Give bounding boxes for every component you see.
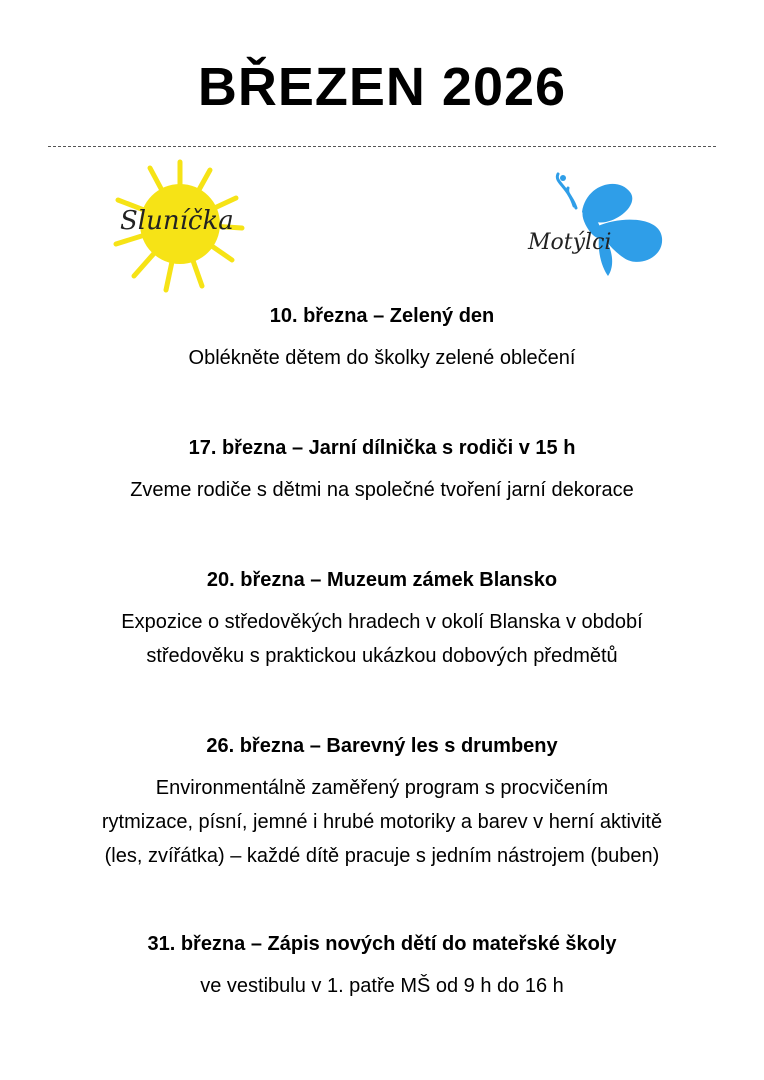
event-description	[0, 341, 764, 375]
event-description-line: (les, zvířátka) – každé dítě pracuje s jedním nástrojem (buben)	[104, 845, 660, 867]
event-description	[0, 473, 764, 507]
event-item	[0, 727, 764, 873]
event-item	[0, 429, 764, 507]
event-item	[0, 297, 764, 375]
event-item	[0, 925, 764, 1003]
motylci-logo	[520, 172, 670, 282]
event-description-line: Environmentálně zaměřený program s procvičením	[155, 777, 609, 799]
butterfly-icon	[520, 172, 670, 282]
event-item	[0, 561, 764, 673]
event-title: 31. března – Zápis nových dětí do mateřské školy	[147, 933, 617, 955]
event-description	[0, 969, 764, 1003]
event-description	[0, 771, 764, 873]
motylci-logo-text: Motýlci	[528, 230, 612, 255]
event-description-line: ve vestibulu v 1. patře MŠ od 9 h do 16 h	[200, 975, 564, 997]
slunicka-logo	[108, 158, 248, 294]
event-description	[0, 605, 764, 673]
event-title: 17. března – Jarní dílnička s rodiči v 15 h	[188, 437, 576, 459]
page-title: BŘEZEN 2026	[197, 57, 567, 117]
event-title: 20. března – Muzeum zámek Blansko	[206, 569, 558, 591]
event-description-line: Zveme rodiče s dětmi na společné tvoření jarní dekorace	[130, 479, 634, 501]
slunicka-logo-text: Sluníčka	[120, 206, 234, 236]
event-description-line: Oblékněte dětem do školky zelené oblečení	[188, 347, 576, 369]
event-title: 10. března – Zelený den	[269, 305, 495, 327]
event-description-line: Expozice o středověkých hradech v okolí Blanska v období	[121, 611, 643, 633]
event-title: 26. března – Barevný les s drumbeny	[206, 735, 558, 757]
event-description-line: středověku s praktickou ukázkou dobových předmětů	[146, 645, 618, 667]
event-description-line: rytmizace, písní, jemné i hrubé motoriky a barev v herní aktivitě	[101, 811, 663, 833]
dashed-divider	[48, 146, 716, 147]
